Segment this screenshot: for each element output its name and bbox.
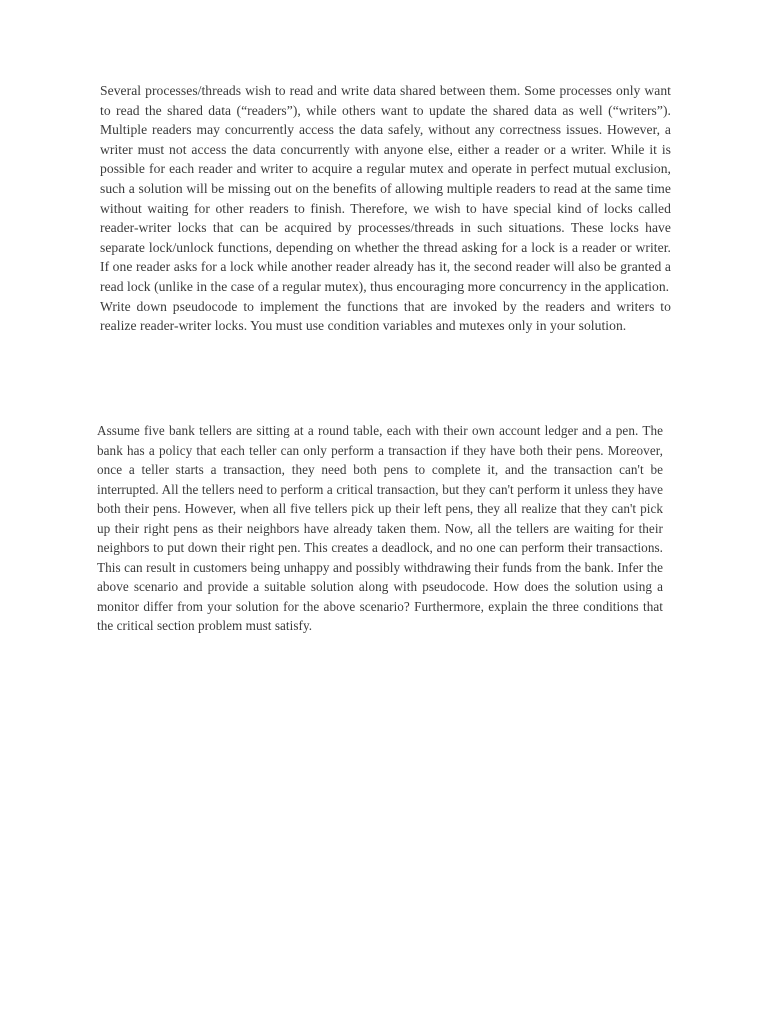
question-2-block [97, 421, 663, 636]
question-1-paragraph-1: Several processes/threads wish to read and write data shared between them. Some processes only want to read the shared data (“readers”), while others want to update the shared data as well (“writers”). Multiple readers may concurrently access the data safely, without any correctness issues. However, a writer must not access the data concurrently with anyone else, either a reader or a writer. While it is possible for each reader and writer to acquire a regular mutex and operate in perfect mutual exclusion, such a solution will be missing out on the benefits of allowing multiple readers to read at the same time without waiting for other readers to finish. Therefore, we wish to have special kind of locks called reader-writer locks that can be acquired by processes/threads in such situations. These locks have separate lock/unlock functions, depending on whether the thread asking for a lock is a reader or writer. If one reader asks for a lock while another reader already has it, the second reader will also be granted a read lock (unlike in the case of a regular mutex), thus encouraging more concurrency in the application. [100, 83, 671, 294]
question-2-paragraph-1: Assume five bank tellers are sitting at a round table, each with their own account ledger and a pen. The bank has a policy that each teller can only perform a transaction if they have both their pens. Moreover, once a teller starts a transaction, they need both pens to complete it, and the transaction can't be interrupted. All the tellers need to perform a critical transaction, but they can't perform it unless they have both their pens. However, when all five tellers pick up their left pens, they all realize that they can't pick up their right pens as their neighbors have already taken them. Now, all the tellers are waiting for their neighbors to put down their right pen. This creates a deadlock, and no one can perform their transactions. This can result in customers being unhappy and possibly withdrawing their funds from the bank. Infer the above scenario and provide a suitable solution along with pseudocode. How does the solution using a monitor differ from your solution for the above scenario? Furthermore, explain the three conditions that the critical section problem must satisfy. [97, 423, 663, 633]
question-1-paragraph-2: Write down pseudocode to implement the functions that are invoked by the readers and writers to realize reader-writer locks. You must use condition variables and mutexes only in your solution. [100, 298, 671, 334]
question-1-block [100, 81, 671, 336]
